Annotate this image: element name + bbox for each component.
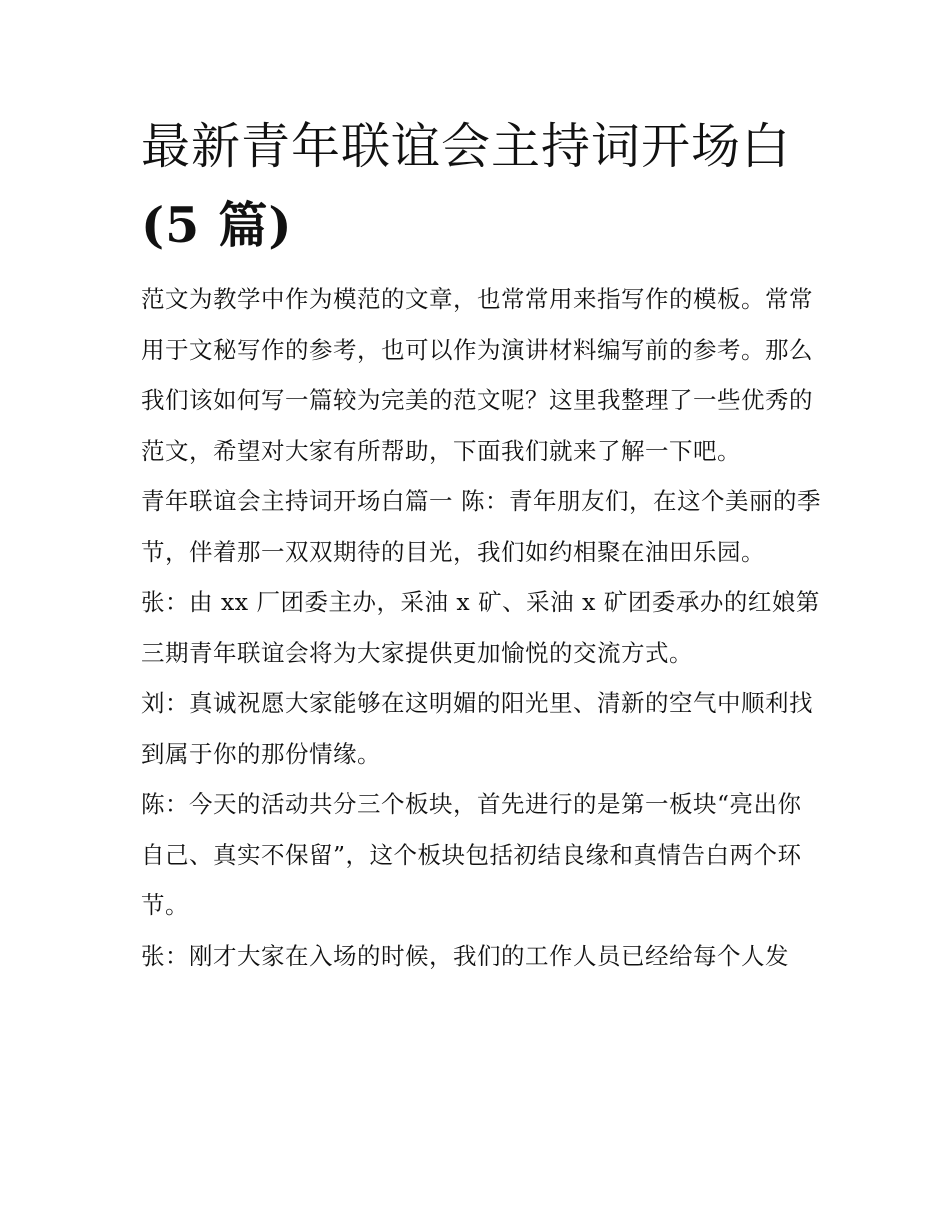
paragraph-chen-2: 陈：今天的活动共分三个板块，首先进行的是第一板块“亮出你自己、真实不保留”，这个板块包括初结良缘和真情告白两个环节。 <box>141 790 802 919</box>
title-line-2: (5 篇) <box>141 196 293 254</box>
paragraph-opening-chen: 青年联谊会主持词开场白篇一 陈：青年朋友们，在这个美丽的季节，伴着那一双双期待的目光，我们如约相聚在油田乐园。 <box>141 487 821 566</box>
paragraph-zhang-1: 张：由 xx 厂团委主办，采油 x 矿、采油 x 矿团委承办的红娘第三期青年联谊会将为大家提供更加愉悦的交流方式。 <box>141 588 820 667</box>
title-line-1: 最新青年联谊会主持词开场白 <box>141 118 792 175</box>
paragraph-zhang-2: 张：刚才大家在入场的时候，我们的工作人员已经给每个人发 <box>141 941 789 970</box>
paragraph-liu: 刘：真诚祝愿大家能够在这明媚的阳光里、清新的空气中顺利找到属于你的那份情缘。 <box>141 689 813 768</box>
document-title <box>141 108 821 264</box>
document-page <box>141 108 821 981</box>
paragraph-intro: 范文为教学中作为模范的文章，也常常用来指写作的模板。常常用于文秘写作的参考，也可以作为演讲材料编写前的参考。那么我们该如何写一篇较为完美的范文呢？这里我整理了一些优秀的范文，希望对大家有所帮助，下面我们就来了解一下吧。 <box>141 285 813 465</box>
